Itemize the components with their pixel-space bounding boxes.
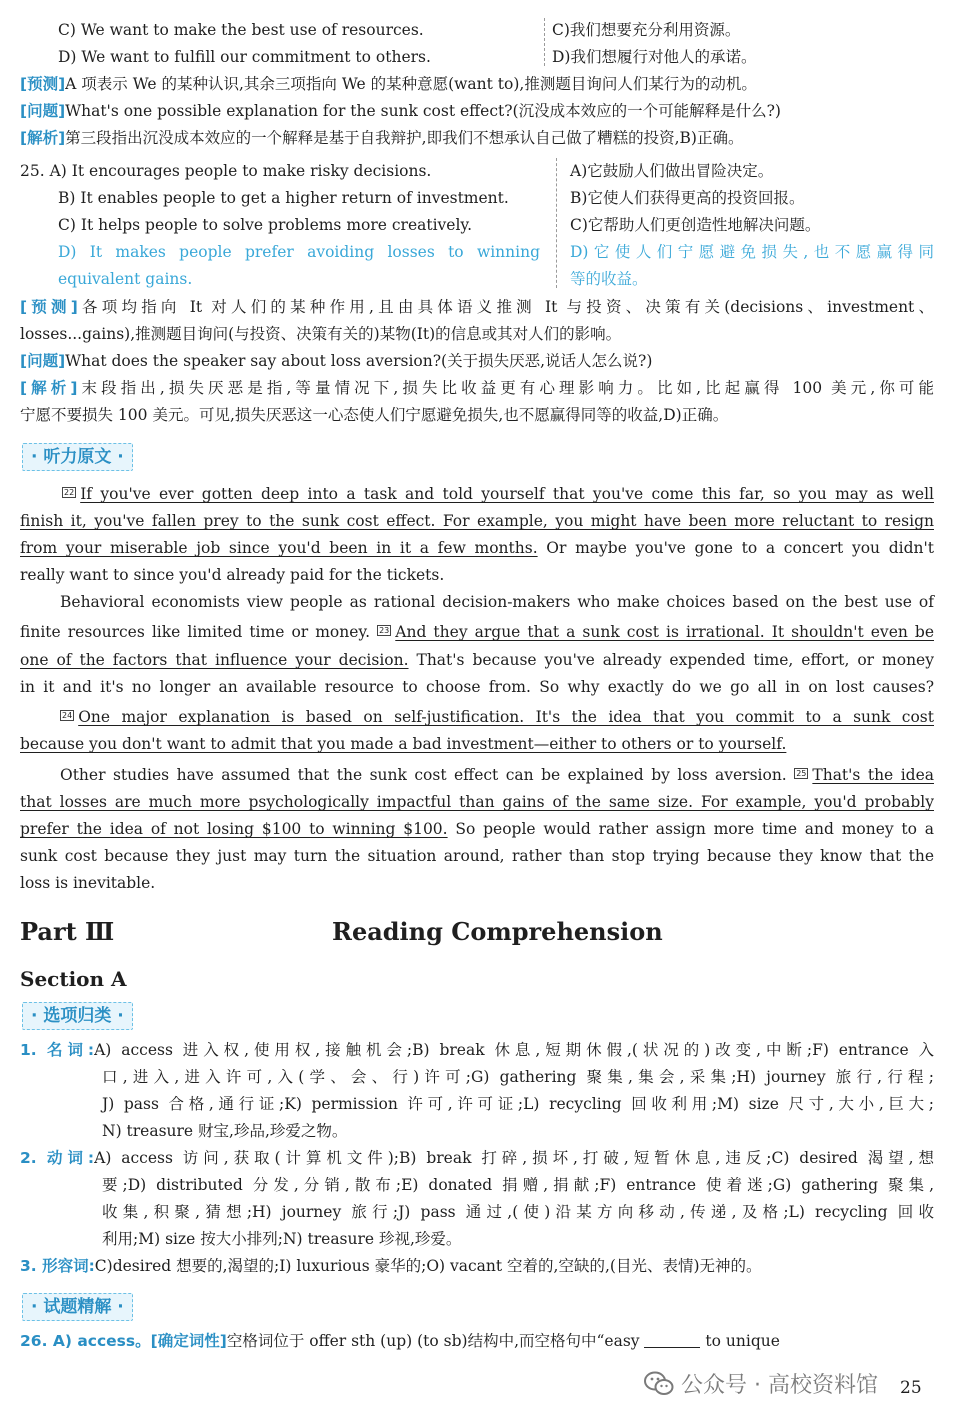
classify-verbs-2: 要;D) distributed 分发,分销,散布;E) donated 捐赠,捐献;F) entrance 使着迷;G) gathering 聚集,: [102, 1176, 934, 1194]
adjectives-label: 3. 形容词:: [20, 1257, 95, 1275]
transcript-p1-line4: really want to since you'd already paid for the tickets.: [20, 566, 445, 584]
q25-analysis: [20, 378, 934, 398]
watermark-text: 公众号 · 高校资料馆: [681, 1373, 878, 1398]
q26-tag: [确定词性]: [150, 1332, 227, 1350]
transcript-p4-line2: that losses are much more psychologically impactful than gains of the same size. For example, you'd probably: [20, 793, 934, 811]
predict-tag: [预测]: [20, 298, 78, 316]
transcript-text: one of the factors that influence your decision.: [20, 651, 409, 669]
q24-analysis: [20, 128, 743, 148]
transcript-text: prefer the idea of not losing $100 to winning $100.: [20, 820, 448, 838]
classify-verbs-4: 利用;M) size 按大小排列;N) treasure 珍视,珍爱。: [102, 1230, 462, 1248]
transcript-text: That's because you've already expended time, effort, or money: [408, 651, 934, 669]
transcript-text: One major explanation is based on self-justification. It's the idea that you commit to a sunk cost: [78, 708, 934, 726]
watermark: [644, 1368, 878, 1399]
q25-option-d-en-cont: equivalent gains.: [58, 270, 193, 288]
q26-answer: 26. A) access。: [20, 1332, 151, 1350]
transcript-p2-line4: in it and it's no longer an available resource to choose from. So why exactly do we go all in on lost causes?: [20, 678, 934, 696]
transcript-text: Other studies have assumed that the sunk cost effect can be explained by loss aversion.: [60, 766, 795, 784]
classify-verbs: [20, 1148, 934, 1168]
transcript-text: And they argue that a sunk cost is irrational. It shouldn't even be: [395, 623, 934, 641]
verbs-text: A) access 访问,获取(计算机文件);B) break 打碎,损坏,打破,短暂休息,违反;C) desired 渴望,想: [94, 1149, 934, 1167]
question-tag: [问题]: [20, 352, 66, 370]
page-number: 25: [900, 1378, 922, 1398]
classify-nouns-3: J) pass 合格,通行证;K) permission 许可,许可证;L) recycling 回收利用;M) size 尺寸,大小,巨大;: [102, 1095, 934, 1113]
transcript-p4-line1: [60, 765, 934, 785]
q25-option-d-cn: D)它使人们宁愿避免损失,也不愿赢得同: [570, 243, 934, 261]
q25-option-c-cn: C)它帮助人们更创造性地解决问题。: [570, 216, 821, 234]
q24-predict-text: A 项表示 We 的某种认识,其余三项指向 We 的某种意愿(want to),推测题目询问人们某行为的动机。: [65, 75, 757, 93]
transcript-p1-line2: finish it, you've fallen prey to the sunk cost effect. For example, you might have been more reluctant to resign: [20, 512, 934, 530]
question-marker-23: 23: [379, 626, 390, 635]
q24-option-c-cn: C)我们想要充分利用资源。: [552, 21, 741, 39]
classify-nouns-2: 口,进入,进入许可,入(学、会、行)许可;G) gathering 聚集,集会,采集;H) journey 旅行,行程;: [102, 1068, 934, 1086]
question-marker-22: 22: [64, 488, 75, 497]
transcript-p1-line1: [62, 484, 934, 504]
transcript-badge: · 听力原文 ·: [22, 443, 133, 471]
q24-option-c-en: C) We want to make the best use of resources.: [58, 21, 424, 39]
q25-option-d-en: D) It makes people prefer avoiding losses to winning: [58, 243, 540, 261]
q25-analysis-text: 末段指出,损失厌恶是指,等量情况下,损失比收益更有心理影响力。比如,比起赢得 100 美元,你可能: [77, 379, 935, 397]
part-title: Reading Comprehension: [332, 917, 663, 946]
question-marker-25: 25: [796, 769, 807, 778]
transcript-text: So people would rather assign more time and money to a: [447, 820, 934, 838]
analysis-tag: [解析]: [20, 129, 66, 147]
q26-text-tail: to unique: [705, 1332, 780, 1350]
predict-tag: [预测]: [20, 75, 66, 93]
q25-option-a-en: 25. A) It encourages people to make risky decisions.: [20, 162, 432, 180]
transcript-p3-line2: because you don't want to admit that you made a bad investment—either to others or to yourself.: [20, 735, 787, 753]
q24-option-d-en: D) We want to fulfill our commitment to others.: [58, 48, 431, 66]
q25-option-b-en: B) It enables people to get a higher return of investment.: [58, 189, 509, 207]
q25-question: [20, 351, 652, 371]
transcript-text: from your miserable job since you'd been in it a few months.: [20, 539, 538, 557]
classify-badge: · 选项归类 ·: [22, 1002, 133, 1030]
section-heading: Section A: [20, 967, 127, 991]
column-divider: [556, 158, 557, 288]
transcript-p2-line2: [20, 622, 934, 642]
question-marker-24: 24: [62, 711, 73, 720]
adjectives-text: C)desired 想要的,渴望的;I) luxurious 豪华的;O) vacant 空着的,空缺的,(目光、表情)无神的。: [94, 1257, 762, 1275]
q24-option-d-cn: D)我们想履行对他人的承诺。: [552, 48, 757, 66]
q25-predict: [20, 297, 934, 317]
transcript-text: Or maybe you've gone to a concert you didn't: [537, 539, 934, 557]
analysis-tag: [解析]: [20, 379, 78, 397]
q25-question-text: What does the speaker say about loss aversion?(关于损失厌恶,说话人怎么说?): [65, 352, 653, 370]
transcript-p3-line1: [60, 707, 934, 727]
transcript-text: finite resources like limited time or money.: [20, 623, 378, 641]
column-divider: [544, 18, 545, 66]
transcript-p4-line4: sunk cost because they just may turn the situation around, rather than stop trying because they know that the: [20, 847, 934, 865]
transcript-p4-line5: loss is inevitable.: [20, 874, 156, 892]
transcript-p2-line3: [20, 650, 934, 670]
q26-explanation: [20, 1331, 780, 1351]
q25-predict-text: 各项均指向 It 对人们的某种作用,且由具体语义推测 It 与投资、决策有关(decisions、investment、: [77, 298, 935, 316]
q24-question-text: What's one possible explanation for the sunk cost effect?(沉没成本效应的一个可能解释是什么?): [65, 102, 781, 120]
transcript-text: That's the idea: [812, 766, 934, 784]
transcript-p1-line3: [20, 538, 934, 558]
detail-badge: · 试题精解 ·: [22, 1293, 133, 1321]
q25-option-a-cn: A)它鼓励人们做出冒险决定。: [570, 162, 774, 180]
nouns-text: A) access 进入权,使用权,接触机会;B) break 休息,短期休假,(状况的)改变,中断;F) entrance 入: [94, 1041, 934, 1059]
answer-blank: [644, 1333, 700, 1348]
q24-analysis-text: 第三段指出沉没成本效应的一个解释是基于自我辩护,即我们不想承认自己做了糟糕的投资,B)正确。: [65, 129, 744, 147]
verbs-label: 2. 动词:: [20, 1149, 95, 1167]
q25-option-d-cn-cont: 等的收益。: [570, 270, 648, 288]
transcript-text: If you've ever gotten deep into a task and told yourself that you've come this far, so you may as well: [80, 485, 934, 503]
q25-option-c-en: C) It helps people to solve problems more creatively.: [58, 216, 473, 234]
q25-option-b-cn: B)它使人们获得更高的投资回报。: [570, 189, 805, 207]
question-tag: [问题]: [20, 102, 66, 120]
classify-nouns-4: N) treasure 财宝,珍品,珍爱之物。: [102, 1122, 348, 1140]
part-label: Part Ⅲ: [20, 917, 115, 946]
q25-analysis-cont: 宁愿不要损失 100 美元。可见,损失厌恶这一心态使人们宁愿避免损失,也不愿赢得同等的收益,D)正确。: [20, 406, 729, 424]
q26-text: 空格词位于 offer sth (up) (to sb)结构中,而空格句中“easy: [226, 1332, 640, 1350]
q24-predict: [20, 74, 757, 94]
classify-nouns: [20, 1040, 934, 1060]
q24-question: [20, 101, 781, 121]
transcript-p4-line3: [20, 819, 934, 839]
classify-adjectives: [20, 1256, 762, 1276]
classify-verbs-3: 收集,积聚,猜想;H) journey 旅行;J) pass 通过,(使)沿某方向移动,传递,及格;L) recycling 回收: [102, 1203, 934, 1221]
transcript-p2-line1: Behavioral economists view people as rational decision-makers who make choices based on the best use of: [60, 593, 934, 611]
wechat-icon: [644, 1371, 674, 1397]
q25-predict-cont: losses...gains),推测题目询问(与投资、决策有关的)某物(It)的信息或其对人们的影响。: [20, 325, 622, 343]
nouns-label: 1. 名词:: [20, 1041, 95, 1059]
